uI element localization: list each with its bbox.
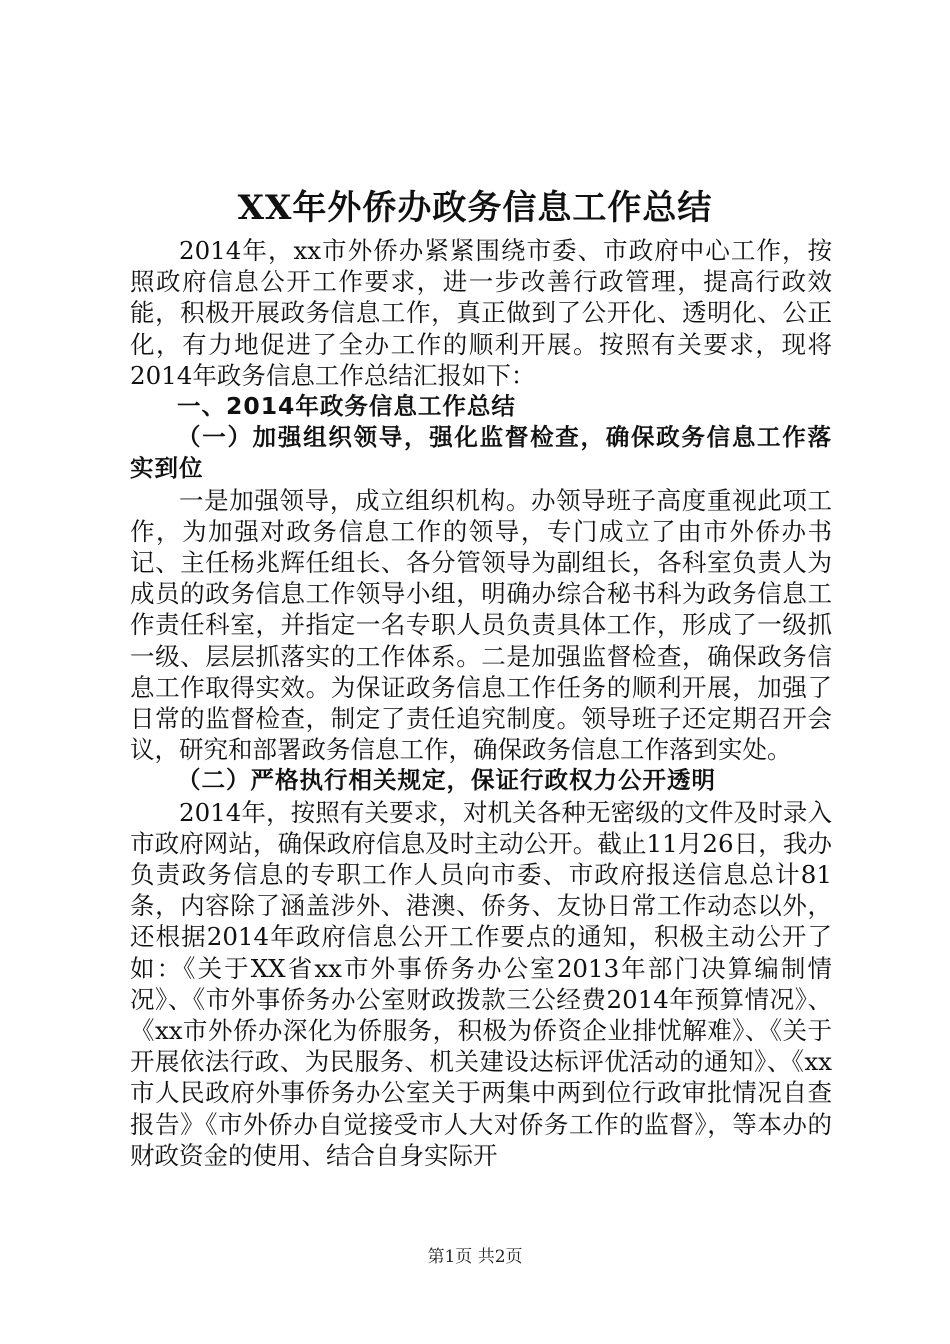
document-body xyxy=(130,235,832,1171)
intro-paragraph: 2014年，xx市外侨办紧紧围绕市委、市政府中心工作，按照政府信息公开工作要求，进一步改善行政管理，提高行政效能，积极开展政务信息工作，真正做到了公开化、透明化、公正化，有力地促进了全办工作的顺利开展。按照有关要求，现将2014年政务信息工作总结汇报如下： xyxy=(130,236,832,390)
body-paragraph-2: 2014年，按照有关要求，对机关各种无密级的文件及时录入市政府网站，确保政府信息及时主动公开。截止11月26日，我办负责政务信息的专职工作人员向市委、市政府报送信息总计81条，内容除了涵盖涉外、港澳、侨务、友协日常工作动态以外，还根据2014年政府信息公开工作要点的通知，积极主动公开了如：《关于XX省xx市外事侨务办公室2013年部门决算编制情况》、《市外事侨务办公室财政拨款三公经费2014年预算情况》、《xx市外侨办深化为侨服务，积极为侨资企业排忧解难》、《关于开展依法行政、为民服务、机关建设达标评优活动的通知》、《xx市人民政府外事侨务办公室关于两集中两到位行政审批情况自查报告》《市外侨办自觉接受市人大对侨务工作的监督》，等本办的财政资金的使用、结合自身实际开 xyxy=(130,797,832,1170)
body-paragraph-1: 一是加强领导，成立组织机构。办领导班子高度重视此项工作，为加强对政务信息工作的领导，专门成立了由市外侨办书记、主任杨兆辉任组长、各分管领导为副组长，各科室负责人为成员的政务信息工作领导小组，明确办综合秘书科为政务信息工作责任科室，并指定一名专职人员负责具体工作，形成了一级抓一级、层层抓落实的工作体系。二是加强监督检查，确保政务信息工作取得实效。为保证政务信息工作任务的顺利开展，加强了日常的监督检查，制定了责任追究制度。领导班子还定期召开会议，研究和部署政务信息工作，确保政务信息工作落到实处。 xyxy=(130,485,832,765)
subsection-heading-1: （一）加强组织领导，强化监督检查，确保政务信息工作落实到位 xyxy=(130,423,832,483)
document-title: XX年外侨办政务信息工作总结 xyxy=(237,188,713,228)
page-footer: 第1页 共2页 xyxy=(427,1247,523,1267)
section-heading-1: 一、2014年政务信息工作总结 xyxy=(177,392,516,421)
subsection-heading-2: （二）严格执行相关规定，保证行政权力公开透明 xyxy=(177,766,716,795)
